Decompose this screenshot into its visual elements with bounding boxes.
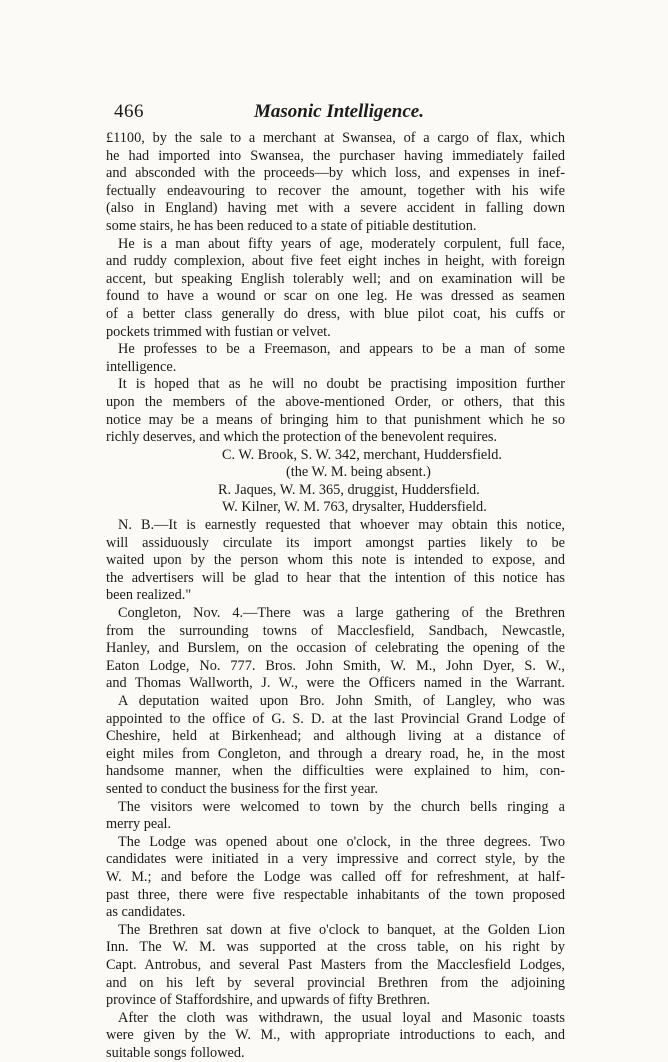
text-line: sented to conduct the business for the first year.	[106, 780, 378, 797]
text-line: the advertisers will be glad to hear that the intention of this notice has	[106, 569, 565, 586]
text-line: richly deserves, and which the protection of the benevolent requires.	[106, 429, 498, 446]
page-header	[114, 101, 564, 127]
text-line: The visitors were welcomed to town by the church bells ringing a	[118, 798, 565, 815]
text-line: of a better class generally do dress, with blue pilot coat, his cuffs or	[106, 305, 565, 322]
signature-line: W. Kilner, W. M. 763, drysalter, Huddersfield.	[222, 499, 487, 516]
text-line: and on his left by several provincial Brethren from the adjoining	[106, 974, 565, 991]
signature-line: R. Jaques, W. M. 365, druggist, Huddersfield.	[218, 481, 480, 498]
text-line: waited upon by the person whom this note is intended to expose, and	[106, 552, 565, 569]
text-line: and absconded with the proceeds—by which loss, and expenses in inef-	[106, 165, 565, 182]
text-line: pockets trimmed with fustian or velvet.	[106, 323, 331, 340]
text-line: After the cloth was withdrawn, the usual loyal and Masonic toasts	[118, 1009, 565, 1026]
signature-line: C. W. Brook, S. W. 342, merchant, Huddersfield.	[222, 446, 502, 463]
article-body	[106, 130, 565, 1062]
text-line: merry peal.	[106, 816, 172, 833]
text-line: Eaton Lodge, No. 777. Bros. John Smith, W. M., John Dyer, S. W.,	[106, 657, 565, 674]
text-line: and ruddy complexion, about five feet eight inches in height, with foreign	[106, 253, 565, 270]
text-line: past three, there were five respectable inhabitants of the town proposed	[106, 886, 565, 903]
text-line: fectually endeavouring to recover the amount, together with his wife	[106, 182, 565, 199]
text-line: It is hoped that as he will no doubt be practising imposition further	[118, 376, 565, 393]
text-line: notice may be a means of bringing him to that punishment which he so	[106, 411, 565, 428]
text-line: province of Staffordshire, and upwards of fifty Brethren.	[106, 992, 431, 1009]
text-line: intelligence.	[106, 358, 177, 375]
text-line: appointed to the office of G. S. D. at the last Provincial Grand Lodge of	[106, 710, 565, 727]
text-line: The Lodge was opened about one o'clock, in the three degrees. Two	[118, 833, 565, 850]
text-line: suitable songs followed.	[106, 1044, 245, 1061]
text-line: candidates were initiated in a very impressive and correct style, by the	[106, 851, 565, 868]
text-line: eight miles from Congleton, and through a dreary road, he, in the most	[106, 745, 565, 762]
text-line: The Brethren sat down at five o'clock to banquet, at the Golden Lion	[118, 921, 565, 938]
text-line: Inn. The W. M. was supported at the cross table, on his right by	[106, 939, 565, 956]
text-line: Cheshire, held at Birkenhead; and although living at a distance of	[106, 728, 565, 745]
text-line: were given by the W. M., with appropriate introductions to each, and	[106, 1027, 565, 1044]
text-line: found to have a wound or scar on one leg. He was dressed as seamen	[106, 288, 565, 305]
text-line: W. M.; and before the Lodge was called off for refreshment, at half-	[106, 868, 565, 885]
text-line: handsome manner, when the difficulties were explained to him, con-	[106, 763, 565, 780]
text-line: some stairs, he has been reduced to a state of pitiable destitution.	[106, 217, 477, 234]
text-line: (also in England) having met with a severe accident in falling down	[106, 200, 565, 217]
text-line: He professes to be a Freemason, and appears to be a man of some	[118, 341, 565, 358]
text-line: been realized."	[106, 587, 192, 604]
text-line: from the surrounding towns of Macclesfield, Sandbach, Newcastle,	[106, 622, 565, 639]
text-line: as candidates.	[106, 904, 186, 921]
signature-note: (the W. M. being absent.)	[286, 464, 431, 481]
page-number: 466	[114, 101, 144, 122]
text-line: N. B.—It is earnestly requested that whoever may obtain this notice,	[118, 517, 565, 534]
text-line: he had imported into Swansea, the purchaser having immediately failed	[106, 147, 565, 164]
text-line: Congleton, Nov. 4.—There was a large gathering of the Brethren	[118, 605, 565, 622]
running-title: Masonic Intelligence.	[254, 101, 424, 122]
text-line: £1100, by the sale to a merchant at Swansea, of a cargo of flax, which	[106, 130, 565, 146]
text-line: Capt. Antrobus, and several Past Masters from the Macclesfield Lodges,	[106, 956, 565, 973]
text-line: will assiduously circulate its import amongst parties likely to be	[106, 534, 565, 551]
text-line: accent, but speaking English tolerably well; and on examination will be	[106, 270, 565, 287]
text-line: He is a man about fifty years of age, moderately corpulent, full face,	[118, 235, 565, 252]
text-line: Hanley, and Burslem, on the occasion of celebrating the opening of the	[106, 640, 565, 657]
text-line: A deputation waited upon Bro. John Smith, of Langley, who was	[118, 693, 565, 709]
text-line: upon the members of the above-mentioned Order, or others, that this	[106, 393, 565, 410]
text-line: and Thomas Wallworth, J. W., were the Officers named in the Warrant.	[106, 675, 565, 692]
